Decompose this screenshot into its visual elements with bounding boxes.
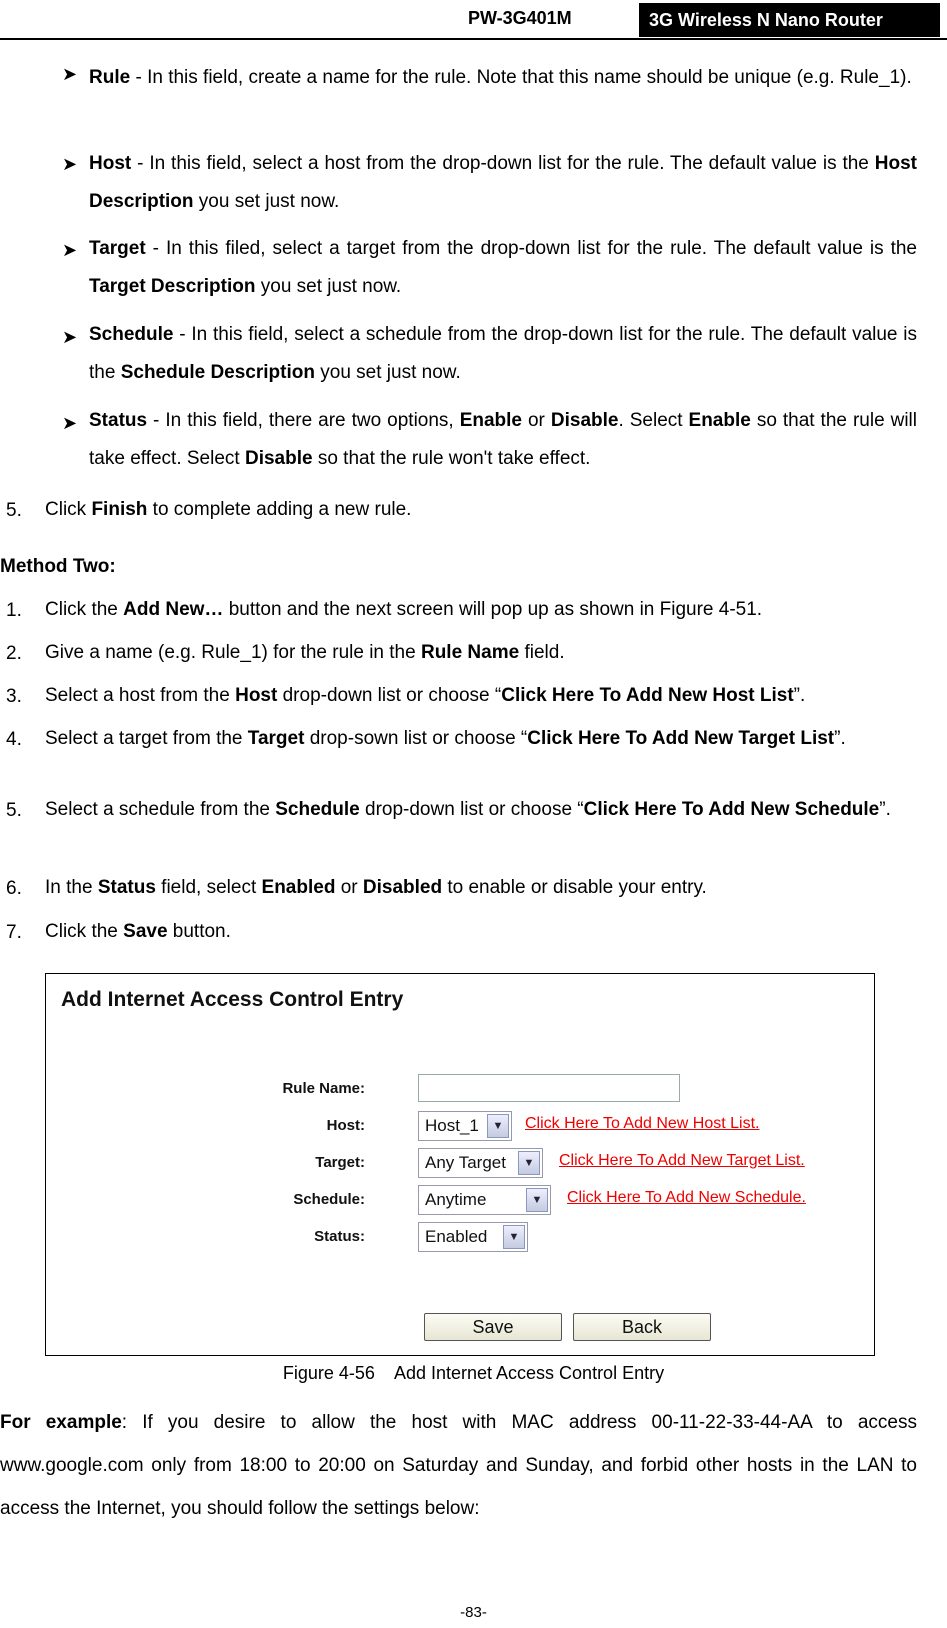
step-1: Click the Add New… button and the next screen will pop up as shown in Figure 4-51. [45, 599, 763, 620]
status-select[interactable]: Enabled ▼ [418, 1222, 528, 1252]
schedule-label: Schedule: [293, 1191, 365, 1208]
step-number: 7. [6, 922, 22, 943]
step-5: Select a schedule from the Schedule drop-down list or choose “Click Here To Add New Schedule”. [45, 799, 891, 820]
figure-screenshot [45, 973, 875, 1356]
product-name: 3G Wireless N Nano Router [639, 3, 940, 37]
page-header [0, 0, 947, 40]
chevron-down-icon: ▼ [518, 1151, 540, 1175]
step-6: In the Status field, select Enabled or Disabled to enable or disable your entry. [45, 877, 707, 898]
back-button[interactable]: Back [573, 1313, 711, 1341]
bullet-target: Target - In this filed, select a target from the drop-down list for the rule. The default value is the Target Description you set just now. [89, 238, 917, 297]
host-select[interactable]: Host_1 ▼ [418, 1111, 512, 1141]
method-two-heading: Method Two: [0, 556, 116, 577]
host-label: Host: [326, 1117, 365, 1134]
add-target-link[interactable]: Click Here To Add New Target List. [559, 1152, 805, 1169]
step-number: 3. [6, 686, 22, 707]
chevron-down-icon: ▼ [526, 1188, 548, 1212]
bullet-rule: Rule - In this field, create a name for the rule. Note that this name should be unique (e.g. Rule_1). [89, 67, 912, 88]
step-number: 4. [6, 729, 22, 750]
bullet-arrow-icon: ➤ [62, 64, 78, 84]
bullet-arrow-icon: ➤ [62, 327, 78, 347]
step-2: Give a name (e.g. Rule_1) for the rule in the Rule Name field. [45, 642, 565, 663]
step-number: 6. [6, 878, 22, 899]
model-name: PW-3G401M [468, 8, 572, 28]
bullet-schedule: Schedule - In this field, select a schedule from the drop-down list for the rule. The default value is the Schedule Description you set just now. [89, 324, 917, 383]
figure-title: Add Internet Access Control Entry [61, 988, 404, 1011]
rule-name-input[interactable] [418, 1074, 680, 1102]
bullet-status: Status - In this field, there are two options, Enable or Disable. Select Enable so that the rule will take effect. Select Disable so that the rule won't take effect. [89, 410, 918, 469]
bullet-arrow-icon: ➤ [62, 413, 78, 433]
example-paragraph: For example: If you desire to allow the host with MAC address 00-11-22-33-44-AA to access www.google.com only from 18:00 to 20:00 on Saturday and Sunday, and forbid other hosts in the LAN to access the Internet, you should follow the settings below: [0, 1412, 917, 1519]
step-number: 2. [6, 643, 22, 664]
save-button[interactable]: Save [424, 1313, 562, 1341]
bullet-arrow-icon: ➤ [62, 154, 78, 174]
figure-caption: Figure 4-56 Add Internet Access Control Entry [282, 1363, 665, 1383]
step-7: Click the Save button. [45, 921, 231, 942]
bullet-host: Host - In this field, select a host from the drop-down list for the rule. The default value is the Host Description you set just now. [89, 153, 917, 212]
chevron-down-icon: ▼ [503, 1225, 525, 1249]
rule-name-label: Rule Name: [282, 1080, 365, 1097]
step-finish: Click Finish to complete adding a new rule. [45, 499, 412, 520]
bullet-arrow-icon: ➤ [62, 240, 78, 260]
step-4: Select a target from the Target drop-sown list or choose “Click Here To Add New Target List”. [45, 728, 846, 749]
target-select[interactable]: Any Target ▼ [418, 1148, 543, 1178]
step-number: 5. [6, 800, 22, 821]
target-label: Target: [315, 1154, 365, 1171]
step-3: Select a host from the Host drop-down list or choose “Click Here To Add New Host List”. [45, 685, 806, 706]
page-number: -83- [460, 1604, 487, 1621]
step-number: 5. [6, 500, 22, 521]
add-schedule-link[interactable]: Click Here To Add New Schedule. [567, 1189, 806, 1206]
header-rule [0, 38, 947, 40]
chevron-down-icon: ▼ [487, 1114, 509, 1138]
schedule-select[interactable]: Anytime ▼ [418, 1185, 551, 1215]
status-label: Status: [314, 1228, 365, 1245]
add-host-link[interactable]: Click Here To Add New Host List. [525, 1115, 760, 1132]
step-number: 1. [6, 600, 22, 621]
